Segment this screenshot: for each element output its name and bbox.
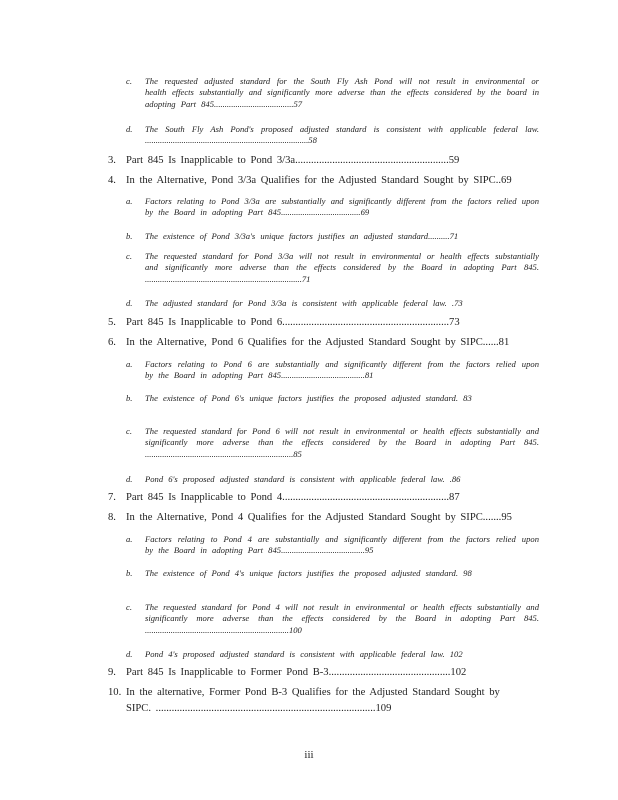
entry-text: The requested adjusted standard for the South Fly Ash Pond will not result in environmental or health effects substantially and significantly more adverse than the effects considered by the board in adopting Part 845.....................................57 [145, 76, 539, 109]
entry-letter: c. [126, 251, 132, 261]
entry-number: 5. [108, 317, 116, 328]
entry-number: 10. [108, 687, 122, 698]
entry-letter: a. [126, 196, 133, 206]
entry-number: 9. [108, 667, 116, 678]
entry-letter: c. [126, 76, 132, 86]
entry-letter: a. [126, 359, 133, 369]
entry-text: Part 845 Is Inapplicable to Pond 4...............................................................87 [126, 492, 460, 503]
entry-text: Part 845 Is Inapplicable to Pond 3/3a..........................................................59 [126, 155, 460, 166]
entry-text: Factors relating to Pond 6 are substantially and significantly different from the factors relied upon by the Board in adopting Part 845.......................................81 [145, 359, 539, 381]
entry-text: In the Alternative, Pond 3/3a Qualifies for the Adjusted Standard Sought by SIPC..69 [126, 175, 512, 186]
entry-letter: d. [126, 474, 133, 484]
entry-letter: d. [126, 298, 133, 308]
entry-letter: c. [126, 426, 132, 436]
entry-letter: b. [126, 568, 133, 578]
entry-letter: b. [126, 231, 133, 241]
entry-number: 7. [108, 492, 116, 503]
entry-text: The South Fly Ash Pond's proposed adjusted standard is consistent with applicable federal law. ............................................................................58 [145, 124, 539, 146]
entry-number: 4. [108, 175, 116, 186]
entry-text: The adjusted standard for Pond 3/3a is consistent with applicable federal law. .73 [145, 298, 463, 308]
entry-number: 6. [108, 337, 116, 348]
entry-text: Part 845 Is Inapplicable to Former Pond B-3..............................................102 [126, 667, 467, 678]
entry-letter: b. [126, 393, 133, 403]
entry-text: In the Alternative, Pond 6 Qualifies for the Adjusted Standard Sought by SIPC......81 [126, 337, 510, 348]
entry-number: 3. [108, 155, 116, 166]
entry-text: The existence of Pond 3/3a's unique factors justifies an adjusted standard..........71 [145, 231, 459, 241]
entry-text: Pond 4's proposed adjusted standard is consistent with applicable federal law. 102 [145, 649, 463, 659]
entry-letter: d. [126, 649, 133, 659]
entry-letter: c. [126, 602, 132, 612]
entry-text: In the Alternative, Pond 4 Qualifies for the Adjusted Standard Sought by SIPC.......95 [126, 512, 512, 523]
entry-text: Factors relating to Pond 4 are substantially and significantly different from the factors relied upon by the Board in adopting Part 845.......................................95 [145, 534, 539, 556]
entry-letter: a. [126, 534, 133, 544]
entry-text: The requested standard for Pond 6 will not result in environmental or health effects substantially and significantly more adverse than the effects considered by the Board in adopting Part 845. .....................................................................85 [145, 426, 539, 459]
entry-number: 8. [108, 512, 116, 523]
entry-letter: d. [126, 124, 133, 134]
entry-text: Factors relating to Pond 3/3a are substantially and significantly different from the factors relied upon by the Board in adopting Part 845.....................................69 [145, 196, 539, 218]
page-number: iii [304, 749, 314, 761]
entry-text: The requested standard for Pond 4 will not result in environmental or health effects substantially and significantly more adverse than the effects considered by the Board in adopting Part 845. ...................................................................100 [145, 602, 539, 635]
entry-text: Part 845 Is Inapplicable to Pond 6...............................................................73 [126, 317, 460, 328]
entry-text: The existence of Pond 6's unique factors justifies the proposed adjusted standard. 83 [145, 393, 472, 403]
entry-text: The existence of Pond 4's unique factors justifies the proposed adjusted standard. 98 [145, 568, 472, 578]
entry-text: In the alternative, Former Pond B-3 Qualifies for the Adjusted Standard Sought by SIPC. ...................................................................................109 [126, 687, 500, 714]
entry-text: The requested standard for Pond 3/3a will not result in environmental or health effects substantially and significantly more adverse than the effects considered by the Board in adopting Part 845. .........................................................................71 [145, 251, 539, 284]
entry-text: Pond 6's proposed adjusted standard is consistent with applicable federal law. .86 [145, 474, 461, 484]
